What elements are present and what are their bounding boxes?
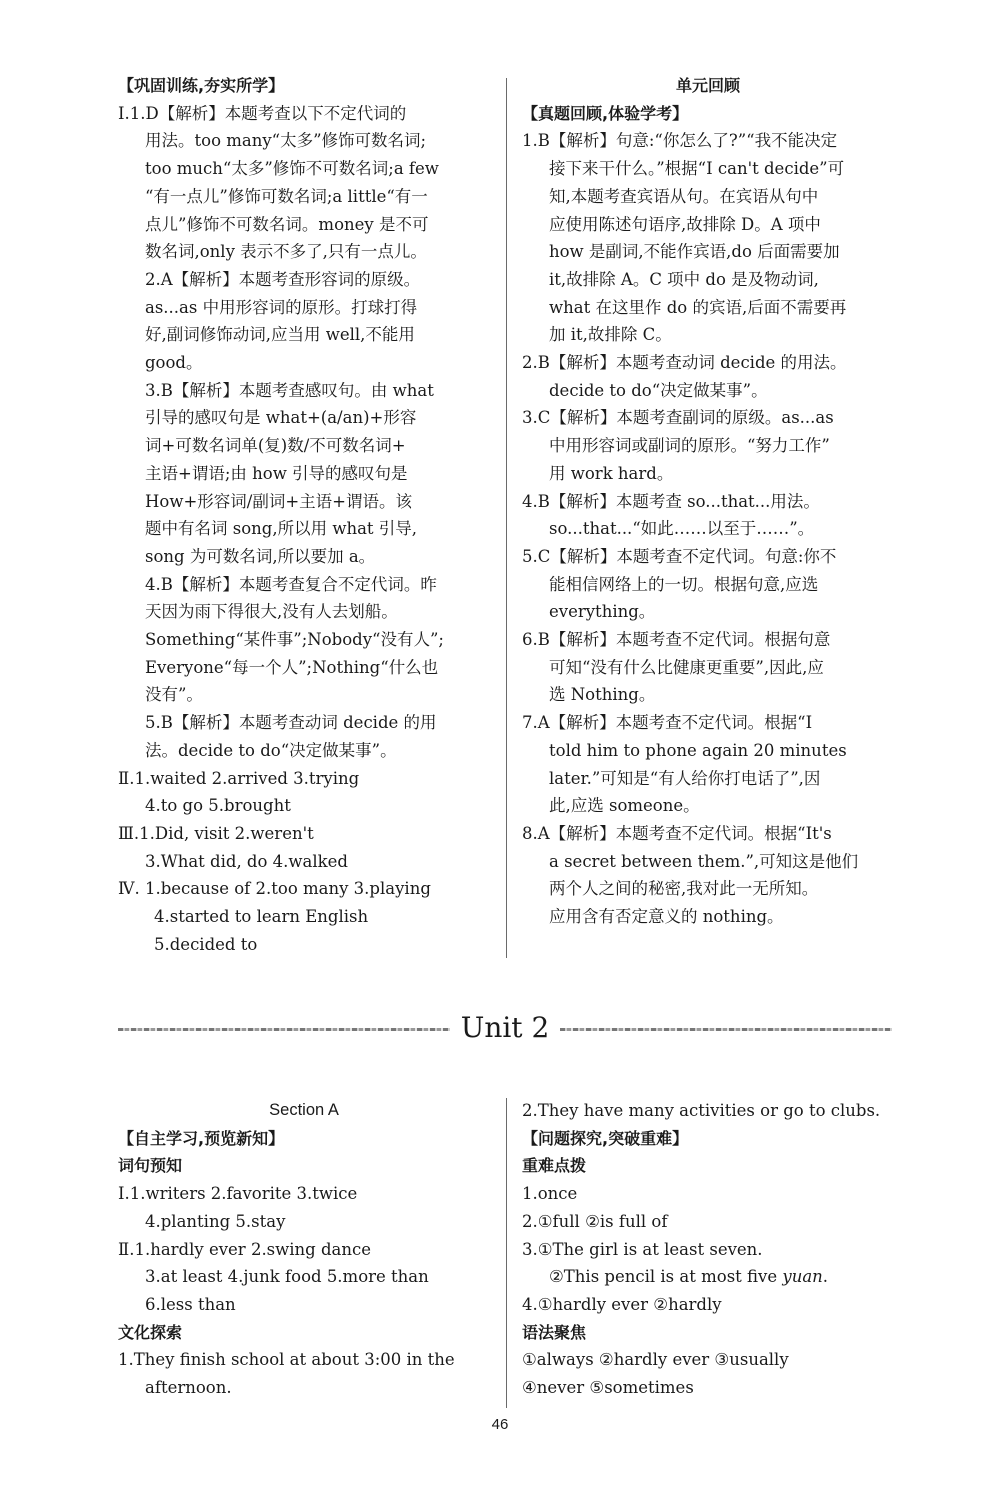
answer-line: 2.B【解析】本题考查动词 decide 的用法。 <box>522 353 847 373</box>
answer-line: how 是副词,不能作宾语,do 后面需要加 <box>549 242 840 262</box>
answer-line: good。 <box>145 353 203 373</box>
answer-line: 3.①The girl is at least seven. <box>522 1239 763 1259</box>
answer-line: 选 Nothing。 <box>549 685 656 705</box>
section-heading: 【真题回顾,体验学考】 <box>522 103 689 123</box>
section-heading: 【巩固训练,夯实所学】 <box>118 76 285 95</box>
section-heading: 【自主学习,预览新知】 <box>118 1128 285 1148</box>
section-a-right-column <box>522 1097 894 1402</box>
answer-lines <box>118 1346 490 1401</box>
answer-line: ④never ⑤sometimes <box>522 1378 694 1398</box>
answer-line: 4.B【解析】本题考查 so...that...用法。 <box>522 491 820 511</box>
answer-line: decide to do“决定做某事”。 <box>549 380 768 400</box>
answer-line: 天因为雨下得很大,没有人去划船。 <box>145 602 398 622</box>
answer-line: 4.planting 5.stay <box>145 1211 286 1231</box>
answer-line: Everyone“每一个人”;Nothing“什么也 <box>145 657 439 677</box>
answer-line: 知,本题考查宾语从句。在宾语从句中 <box>549 186 819 206</box>
answer-line: 没有”。 <box>145 685 203 705</box>
review-title: 单元回顾 <box>675 76 740 95</box>
answer-line: 4.①hardly ever ②hardly <box>522 1294 722 1314</box>
answer-line: everything。 <box>549 602 656 622</box>
answer-lines <box>522 1346 894 1401</box>
answer-text: ②This pencil is at most five <box>549 1267 783 1287</box>
answer-line: 3.B【解析】本题考查感叹句。由 what <box>145 380 434 400</box>
answer-line: 好,副词修饰动词,应当用 well,不能用 <box>145 325 415 345</box>
answer-line: 2.They have many activities or go to clubs. <box>522 1101 881 1120</box>
answer-line: 应用含有否定意义的 nothing。 <box>549 907 784 927</box>
answer-line: so...that...“如此……以至于……”。 <box>549 519 815 539</box>
answer-line: 此,应选 someone。 <box>549 796 700 816</box>
decorative-rule <box>560 1028 892 1031</box>
unit-title: Unit 2 <box>460 1011 550 1044</box>
answer-line: 引导的感叹句是 what+(a/an)+形容 <box>145 408 417 428</box>
answer-line: Ⅱ.1.hardly ever 2.swing dance <box>118 1239 372 1259</box>
answer-line: Ⅰ.1.D【解析】本题考查以下不定代词的 <box>118 103 407 123</box>
answer-line: 4.to go 5.brought <box>145 796 291 816</box>
answer-line: 1.They finish school at about 3:00 in the <box>118 1350 455 1370</box>
subheading: 词句预知 <box>118 1156 183 1176</box>
answer-line: Ⅰ.1.writers 2.favorite 3.twice <box>118 1184 358 1204</box>
answer-line: 可知“没有什么比健康更重要”,因此,应 <box>549 657 824 677</box>
page-number: 46 <box>491 1416 509 1433</box>
answer-line: Something“某件事”;Nobody“没有人”; <box>145 630 444 650</box>
answer-line: 3.What did, do 4.walked <box>145 851 348 871</box>
answer-line: 加 it,故排除 C。 <box>549 325 672 345</box>
answer-line: song 为可数名词,所以要加 a。 <box>145 546 376 566</box>
answer-line: 8.A【解析】本题考查不定代词。根据“It's <box>522 823 832 843</box>
answer-line: 5.B【解析】本题考查动词 decide 的用 <box>145 713 437 733</box>
answer-line: Ⅳ. 1.because of 2.too many 3.playing <box>118 879 431 899</box>
answer-line: 2.①full ②is full of <box>522 1211 668 1231</box>
answer-line: too much“太多”修饰不可数名词;a few <box>145 159 439 179</box>
answer-line: 3.C【解析】本题考查副词的原级。as...as <box>522 408 834 428</box>
answer-line: afternoon. <box>145 1378 232 1398</box>
answer-line: 3.at least 4.junk food 5.more than <box>145 1267 429 1287</box>
subheading: 文化探索 <box>118 1322 183 1342</box>
answer-line: 用法。too many“太多”修饰可数名词; <box>145 131 427 151</box>
answer-text: . <box>822 1267 829 1287</box>
answer-line: “有一点儿”修饰可数名词;a little“有一 <box>145 186 428 206</box>
answer-line: How+形容词/副词+主语+谓语。该 <box>145 491 412 511</box>
answer-line: 6.less than <box>145 1294 236 1314</box>
answer-line: 2.A【解析】本题考查形容词的原级。 <box>145 269 421 289</box>
subheading: 重难点拨 <box>522 1156 587 1176</box>
answer-lines <box>522 127 894 930</box>
answer-line: 5.decided to <box>154 934 258 954</box>
answer-line: 4.started to learn English <box>154 907 369 927</box>
answer-lines <box>118 100 490 959</box>
answer-line: later.”可知是“有人给你打电话了”,因 <box>549 768 821 788</box>
answer-line: 词+可数名词单(复)数/不可数名词+ <box>145 436 406 456</box>
answer-line: it,故排除 A。C 项中 do 是及物动词, <box>549 269 819 289</box>
answer-lines <box>118 1180 490 1319</box>
answer-line: Ⅲ.1.Did, visit 2.weren't <box>118 823 314 843</box>
decorative-rule <box>118 1028 450 1031</box>
answer-line: 法。decide to do“决定做某事”。 <box>145 740 397 760</box>
column-divider <box>506 1098 507 1408</box>
answer-line: 4.B【解析】本题考查复合不定代词。昨 <box>145 574 437 594</box>
answer-line: 中用形容词或副词的原形。“努力工作” <box>549 436 830 456</box>
section-a-left-column <box>118 1097 490 1402</box>
answer-line: 点儿”修饰不可数名词。money 是不可 <box>145 214 429 234</box>
answer-line: ①always ②hardly ever ③usually <box>522 1350 789 1370</box>
answer-line: 接下来干什么。”根据“I can't decide”可 <box>549 159 845 179</box>
answer-line: 7.A【解析】本题考查不定代词。根据“I <box>522 713 813 733</box>
answer-lines <box>522 1180 894 1319</box>
answer-line: Ⅱ.1.waited 2.arrived 3.trying <box>118 768 360 788</box>
answer-line: as...as 中用形容词的原形。打球打得 <box>145 297 418 317</box>
answer-text-italic: yuan <box>782 1267 823 1287</box>
answers-left-column <box>118 72 490 959</box>
answer-line: 数名词,only 表示不多了,只有一点儿。 <box>145 242 427 262</box>
answer-line: 两个人之间的秘密,我对此一无所知。 <box>549 879 819 899</box>
section-heading: 【问题探究,突破重难】 <box>522 1128 689 1148</box>
section-title: Section A <box>269 1101 339 1119</box>
answer-line: 应使用陈述句语序,故排除 D。A 项中 <box>549 214 821 234</box>
subheading: 语法聚焦 <box>522 1322 587 1342</box>
answer-line: what 在这里作 do 的宾语,后面不需要再 <box>549 297 847 317</box>
answer-line: 用 work hard。 <box>549 463 674 483</box>
answer-line: told him to phone again 20 minutes <box>549 740 847 760</box>
answer-line: 6.B【解析】本题考查不定代词。根据句意 <box>522 630 831 650</box>
unit-banner <box>118 1008 892 1048</box>
answer-line: 1.B【解析】句意:“你怎么了?”“我不能决定 <box>522 131 838 151</box>
answer-line: 5.C【解析】本题考查不定代词。句意:你不 <box>522 546 837 566</box>
review-right-column <box>522 72 894 931</box>
answer-line: 主语+谓语;由 how 引导的感叹句是 <box>145 463 408 483</box>
answer-line: 1.once <box>522 1184 578 1204</box>
answer-line: a secret between them.”,可知这是他们 <box>549 851 859 871</box>
answer-line: 题中有名词 song,所以用 what 引导, <box>145 519 418 539</box>
column-divider <box>506 78 507 958</box>
answer-line: 能相信网络上的一切。根据句意,应选 <box>549 574 819 594</box>
answer-line <box>522 1263 894 1291</box>
